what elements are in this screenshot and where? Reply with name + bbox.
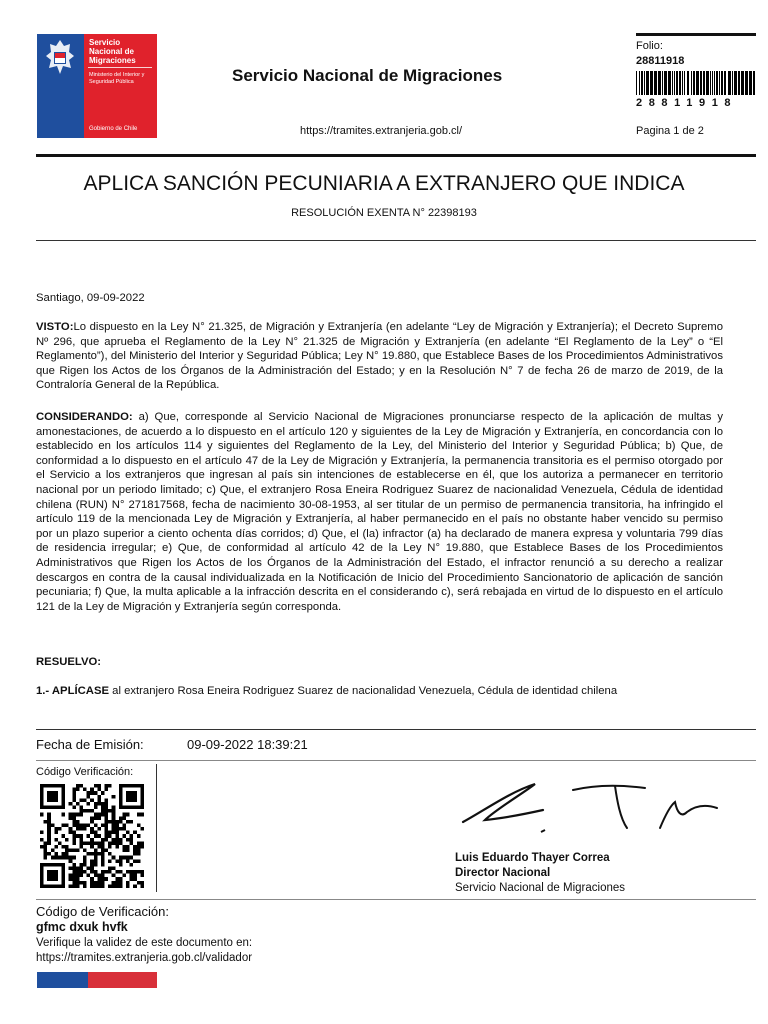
- emission-date-value: 09-09-2022 18:39:21: [187, 737, 308, 752]
- verify-instruction: Verifique la validez de este documento en:: [36, 937, 253, 949]
- aplicase-paragraph: [36, 684, 723, 699]
- logo-blue-panel: [37, 34, 84, 138]
- logo-red-panel: [84, 34, 157, 138]
- footer-rule: [36, 729, 756, 730]
- page-indicator: Pagina 1 de 2: [636, 125, 704, 137]
- header-url[interactable]: https://tramites.extranjeria.gob.cl/: [300, 125, 463, 137]
- verification-code-label: Código Verificación:: [36, 766, 134, 778]
- footer-flag-red: [88, 972, 157, 988]
- signature-image: [455, 770, 725, 840]
- resuelvo-heading: RESUELVO:: [36, 656, 102, 668]
- logo-service-name: Servicio Nacional de Migraciones: [89, 38, 136, 65]
- header-title: Servicio Nacional de Migraciones: [232, 66, 503, 85]
- header-rule: [36, 154, 756, 157]
- visto-text: Lo dispuesto en la Ley N° 21.325, de Migración y Extranjería (en adelante “Ley de Migración y Extranjería); el Decreto Supremo Nº 296, que aprueba el Reglamento de la Ley N° 21.325 de Migración y Extranjería (en adelante “El Reglamento de la Ley” o “El Reglamento”), del Ministerio del Interior y Seguridad Pública; Ley N° 19.880, que Establece Bases de los Procedimientos Administrativos que Rigen los Actos de los Órganos de la Administración del Estado; y en la Resolución N° 7 de fecha 26 de marzo de 2019, de la Contraloría General de la República.: [36, 321, 723, 392]
- verification-code-value: gfmc dxuk hvfk: [36, 920, 128, 934]
- visto-paragraph: [36, 320, 723, 393]
- emission-rule: [36, 760, 756, 761]
- signer-organization: Servicio Nacional de Migraciones: [455, 882, 626, 894]
- aplicase-label: 1.- APLÍCASE: [36, 685, 110, 697]
- coat-of-arms-icon: [43, 38, 77, 78]
- verification-code-title: Código de Verificación:: [36, 904, 169, 919]
- title-rule: [36, 240, 756, 241]
- qr-code[interactable]: [37, 784, 147, 888]
- resolution-number: RESOLUCIÓN EXENTA N° 22398193: [291, 207, 477, 219]
- signer-name: Luis Eduardo Thayer Correa: [455, 852, 610, 864]
- considerando-label: CONSIDERANDO:: [36, 411, 133, 423]
- logo-ministry: Ministerio del Interior y Seguridad Pública: [89, 72, 145, 85]
- folio-label: Folio:: [636, 40, 663, 52]
- logo-divider: [88, 67, 152, 68]
- folio-top-bar: [636, 33, 756, 36]
- qr-divider: [156, 764, 157, 892]
- document-title: APLICA SANCIÓN PECUNIARIA A EXTRANJERO QUE INDICA: [83, 172, 685, 195]
- barcode-number: 28811918: [636, 97, 738, 109]
- logo-government: Gobierno de Chile: [89, 126, 138, 132]
- footer-flag-blue: [37, 972, 88, 988]
- verify-url[interactable]: https://tramites.extranjeria.gob.cl/validador: [36, 952, 253, 964]
- folio-number: 28811918: [636, 55, 685, 67]
- visto-label: VISTO:: [36, 321, 74, 333]
- signer-role: Director Nacional: [455, 867, 551, 879]
- considerando-paragraph: [36, 410, 723, 614]
- barcode: [636, 71, 756, 95]
- place-date: Santiago, 09-09-2022: [36, 292, 145, 304]
- aplicase-text: al extranjero Rosa Eneira Rodriguez Suarez de nacionalidad Venezuela, Cédula de identidad chilena: [109, 685, 618, 697]
- considerando-text: a) Que, corresponde al Servicio Nacional de Migraciones pronunciarse respecto de la aplicación de multas y amonestaciones, de acuerdo a lo dispuesto en el artículo 120 y siguientes de la Ley de Migración y Extranjería, en concordancia con lo establecido en los artículos 114 y siguientes del Reglamento de la Ley, del Ministerio del Interior y Seguridad Pública; b) Que, de conformidad a lo dispuesto en el artículo 47 de la Ley de Migración y Extranjería, la permanencia transitoria es el permiso otorgado por el Servicio a los extranjeros que ingresan al país sin intenciones de establecerse en él, que los autoriza a permanecer en territorio nacional por un periodo limitado; c) Que, el extranjero Rosa Eneira Rodriguez Suarez de nacionalidad Venezuela, Cédula de identidad chilena (RUN) N° 271817568, fecha de nacimiento 30-08-1953, al ser titular de un permiso de permanencia transitoria, ha infringido el artículo 119 de la mencionada Ley de Migración y Extranjería, al haber permanecido en el país no obstante haber vencido su permiso por un plazo superior a ciento ochenta días corridos; d) Que, el (la) infractor (a) ha declarado de manera expresa y voluntaria 799 días de residencia irregular; e) Que, de conformidad al artículo 42 de la Ley N° 19.880, que Establece Bases de los Procedimientos Administrativos que Rigen los Actos de los Órganos de la Administración del Estado, el infractor renunció a su derecho a realizar descargos en contra de la causal individualizada en la Notificación de Inicio del Procedimiento Sancionatorio de aplicación de sanción pecuniaria; f) Que, la multa aplicable a la infracción descrita en el considerando c), será rebajada en virtud de lo dispuesto en el artículo 121 de la Ley de Migración y Extranjería según corresponda.: [36, 411, 723, 613]
- gobierno-logo: [37, 34, 157, 138]
- emission-date-label: Fecha de Emisión:: [36, 737, 144, 752]
- verification-rule: [36, 899, 756, 900]
